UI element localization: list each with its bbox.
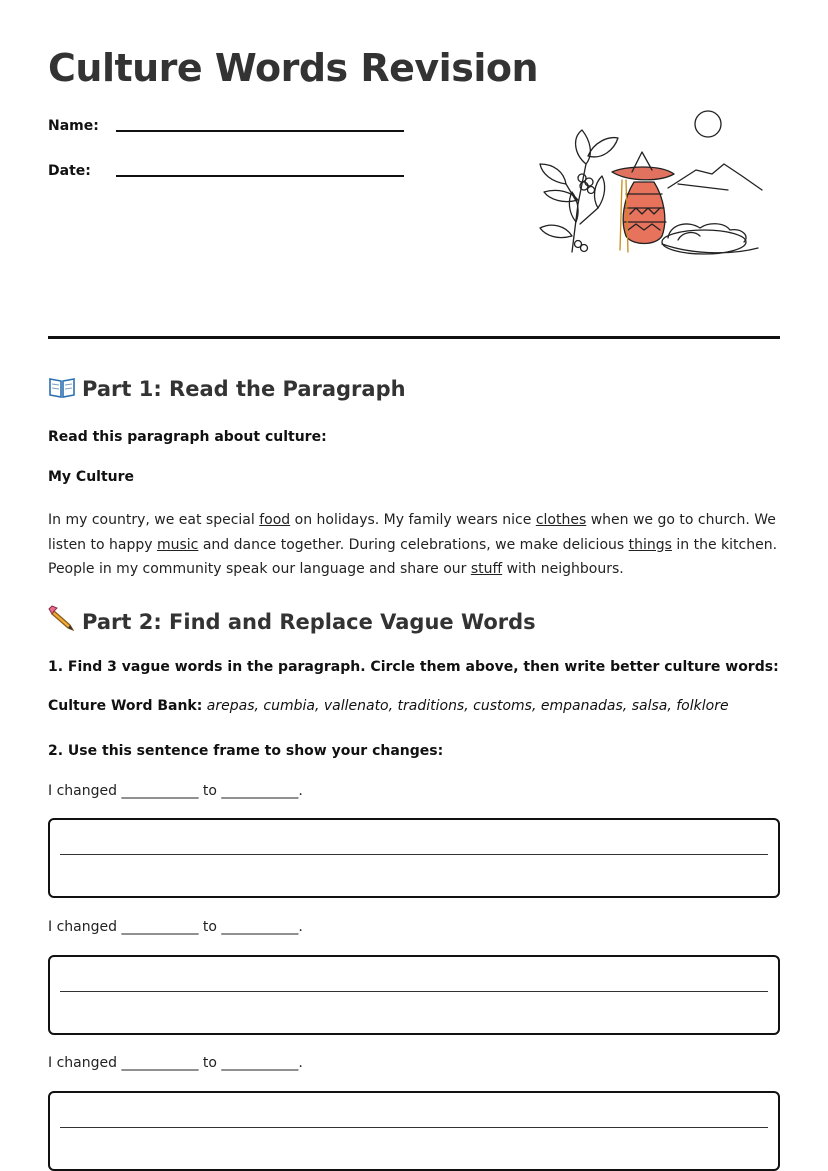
vague-word[interactable]: music [156, 536, 199, 553]
paragraph-text: when we go to church. We listen to happy [48, 512, 776, 553]
vague-word[interactable]: things [628, 536, 672, 553]
paragraph-text: on holidays. My family wears nice [290, 512, 536, 528]
paragraph-text: and dance together. During celebrations, we make delicious [198, 536, 629, 553]
answer-box-3[interactable] [48, 1091, 780, 1171]
answer-box-2[interactable] [48, 955, 780, 1035]
part1-instruction: Read this paragraph about culture: [48, 429, 327, 445]
date-label: Date: [48, 163, 91, 179]
sentence-frame-3: I changed ___________ to ___________. [48, 1055, 303, 1071]
sentence-frame-1: I changed ___________ to ___________. [48, 783, 303, 799]
name-write-line[interactable] [116, 130, 404, 132]
part1-heading [48, 376, 406, 401]
pencil-icon [48, 605, 76, 631]
vague-word[interactable]: clothes [535, 512, 587, 528]
page-title: Culture Words Revision [48, 46, 539, 90]
word-bank-words: arepas, cumbia, vallenato, traditions, customs, empanadas, salsa, folklore [206, 698, 729, 714]
paragraph-text: with neighbours. [502, 561, 624, 577]
section-divider [48, 336, 780, 339]
paragraph-text: in the kitchen. People in my community speak our language and share our [48, 536, 778, 577]
answer-line [60, 854, 768, 855]
open-book-icon [48, 376, 76, 398]
answer-line [60, 991, 768, 992]
date-write-line[interactable] [116, 175, 404, 177]
vague-word[interactable]: stuff [470, 561, 503, 577]
culture-illustration-icon [528, 104, 768, 260]
word-bank [48, 698, 729, 714]
question-2: 2. Use this sentence frame to show your changes: [48, 743, 444, 759]
part2-heading-text: Part 2: Find and Replace Vague Words [82, 610, 536, 634]
culture-paragraph [48, 508, 780, 582]
word-bank-label: Culture Word Bank: [48, 698, 203, 714]
answer-box-1[interactable] [48, 818, 780, 898]
paragraph-text: In my country, we eat special [48, 512, 260, 528]
date-field [48, 163, 91, 179]
name-label: Name: [48, 118, 99, 134]
part1-heading-text: Part 1: Read the Paragraph [82, 377, 406, 401]
sentence-frame-2: I changed ___________ to ___________. [48, 919, 303, 935]
paragraph-title: My Culture [48, 469, 135, 485]
question-1: 1. Find 3 vague words in the paragraph. Circle them above, then write better culture words: [48, 659, 779, 675]
part2-heading [48, 605, 536, 634]
name-field [48, 118, 99, 134]
vague-word[interactable]: food [259, 512, 291, 528]
answer-line [60, 1127, 768, 1128]
